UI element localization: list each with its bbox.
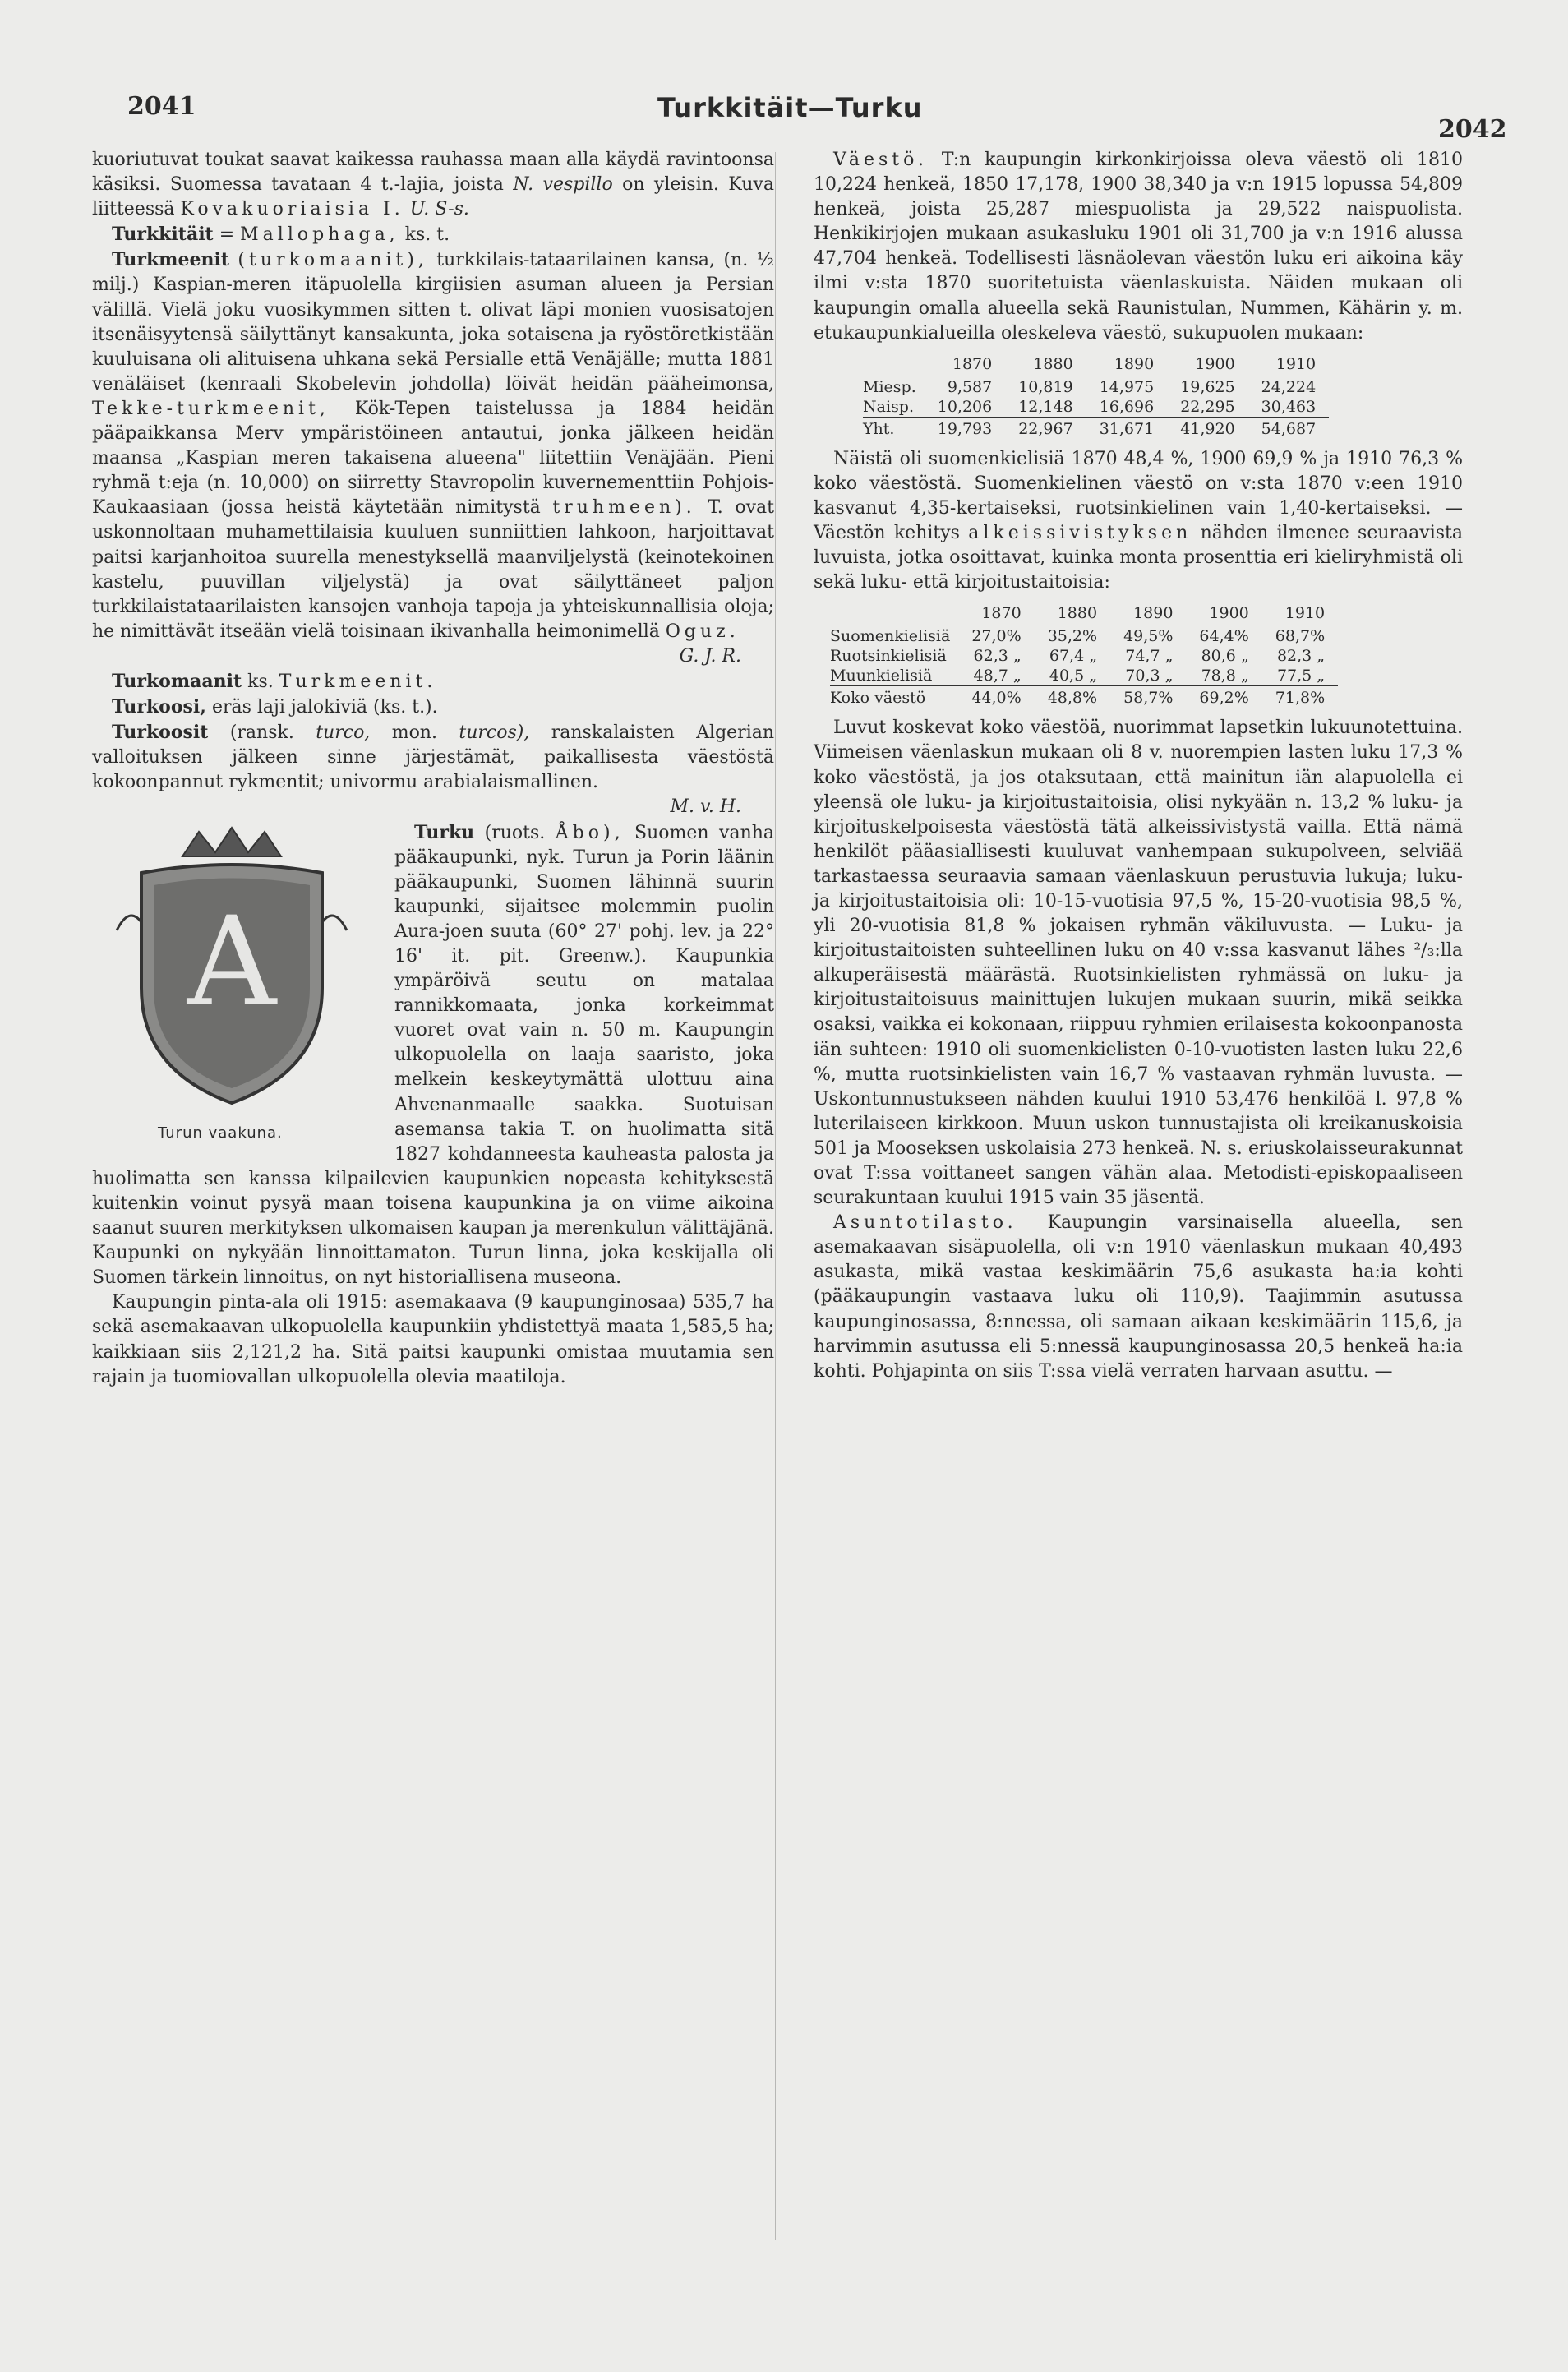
entry-headword: Turkkitäit <box>112 224 214 246</box>
entry-headword: Turkoosit <box>112 722 209 744</box>
language-paragraph: Näistä oli suomenkielisiä 1870 48,4 %, 1900 69,9 % ja 1910 76,3 % koko väestöstä. Suomenkielinen väestö on v:sta 1870 v:een 1910 kasvanut 4,35-kertaiseksi, ruotsinkielinen vain 1,40-kertaiseksi. — Väestön kehitys alkeissivistyksen nähden ilmenee seuraavista luvuista, jotka osoittavat, kuinka monta prosenttia eri kieliryhmistä oli sekä luku- että kirjoitustaitoisia: <box>814 448 1463 593</box>
table-row: Naisp. 10,206 12,148 16,696 22,295 30,463 <box>863 397 1317 416</box>
population-paragraph: Väestö. T:n kaupungin kirkonkirjoissa oleva väestö oli 1810 10,224 henkeä, 1850 17,178, 1900 38,340 ja v:n 1915 lopussa 54,809 henkeä, joista 25,287 miespuolista ja 29,522 naispuolista. Henkikirjojen mukaan asukasluku 1901 oli 31,700 ja v:n 1916 alussa 47,704 henkeä. Todellisesti läsnäolevan väestön luku eri aikoina käy ilmi v:sta 1870 suoritetuista väenlaskuista. Näiden mukaan oli kaupungin omalla alueella sekä Raunistulan, Nummen, Kähärin y. m. etukaupunkialueilla oleskeleva väestö, sukupuolen mukaan: <box>814 150 1463 344</box>
entry-turkkitait: Turkkitäit = Mallophaga, ks. t. <box>112 224 450 246</box>
entry-headword: Turkomaanit <box>112 670 242 692</box>
signature: M. v. H. <box>670 796 741 818</box>
running-title: Turkkitäit—Turku <box>657 92 923 123</box>
table-header: 1880 <box>1057 604 1098 623</box>
table-total-row: Yht. 19,793 22,967 31,671 41,920 54,687 <box>863 417 1329 439</box>
turku-coat-of-arms <box>92 824 380 1152</box>
turku-area-paragraph: Kaupungin pinta-ala oli 1915: asemakaava (9 kaupunginosaa) 535,7 ha sekä asemakaavan ulkopuolella kaupunkiin yhdistettyä maata 1,585,5 ha; kaikkiaan siis 2,121,2 ha. Sitä paitsi kaupunki omistaa muutamia sen rajain ja tuomiovallan ulkopuolella olevia maatiloja. <box>92 1292 774 1387</box>
table-row: Ruotsinkielisiä 62,3 „ 67,4 „ 74,7 „ 80,6 „ 82,3 „ <box>830 647 1326 666</box>
table-header: 1870 <box>952 354 993 373</box>
table-header: 1890 <box>1114 354 1155 373</box>
table-header: 1900 <box>1195 354 1235 373</box>
population-table <box>863 354 1329 439</box>
page-number-right: 2042 <box>1438 115 1507 144</box>
table-row: Suomenkielisiä 27,0% 35,2% 49,5% 64,4% 68,7% <box>830 627 1326 646</box>
table-total-row: Koko väestö 44,0% 48,8% 58,7% 69,2% 71,8% <box>830 686 1338 708</box>
entry-turkmeenit: Turkmeenit (turkomaanit), turkkilais-tataarilainen kansa, (n. ½ milj.) Kaspian-meren itäpuolella kirgiisien asuman alueen ja Persian välillä. Vielä joku vuosikymmen sitten t. olivat läpi monien vuosisatojen itsenäisyytensä säilyttänyt kansakunta, joka sotaisena ja ryöstöretkistään kuuluisana oli alituisena uhkana sekä Persialle että Venäjälle; mutta 1881 venäläiset (kenraali Skobelevin johdolla) löivät heidän pääheimonsa, Tekke-turkmeenit, Kök-Tepen taistelussa ja 1884 heidän pääpaikkansa Merv ympäristöineen antautui, jonka jälkeen heidän maansa „Kaspian meren takaisena alueena" liitettiin Venäjään. Pieni ryhmä t:eja (n. 10,000) on siirretty Stavropolin kuvernementtiin Pohjois-Kaukaasiaan (jossa heistä käytetään nimitystä truhmeen). T. ovat uskonnoltaan muhamettilaisia kuuluen sunniittien lahkoon, harjoittavat paitsi karjanhoitoa suurella menestyksellä maanviljelystä (keinotekoinen kastelu, puuvillan viljelystä) ja ovat säilyttäneet paljon turkkilaistataarilaisten kansojen vanhoja tapoja ja yhteiskunnallisia oloja; he nimittävät itseään vielä toisinaan ikivanhalla heimonimellä Oguz. <box>92 249 774 642</box>
table-header: 1890 <box>1133 604 1174 623</box>
literacy-table <box>830 603 1338 708</box>
coat-of-arms-icon <box>108 824 355 1111</box>
table-header: 1900 <box>1209 604 1249 623</box>
page-number-left: 2041 <box>127 92 196 121</box>
literacy-paragraph: Luvut koskevat koko väestöä, nuorimmat lapsetkin lukuunotettuina. Viimeisen väenlaskun mukaan oli 8 v. nuorempien lasten luku 17,3 % koko väestöstä, ja jos otaksutaan, että mainitun iän alapuolella ei yleensä ole luku- ja kirjoitustaitoisia, olisi nykyään n. 13,2 % luku- ja kirjoituskelpoisesta väestöstä tätä alkeissivistystä vailla. Että nämä henkilöt pääasiallisesti kuuluvat vanhempaan sukupolveen, selviää tarkastaessa seuraavia samaan väenlaskuun perustuvia lukuja; luku- ja kirjoitustaitoisia oli: 10-15-vuotisia 97,5 %, 15-20-vuotisia 98,5 %, yli 20-vuotisia 81,8 % jokaisen ryhmän väkiluvusta. — Luku- ja kirjoitustaitoisten suhteellinen luku on 40 v:ssa kasvanut lähes ²/₃:lla alkuperäisestä määrästä. Ruotsinkielisten ryhmässä on luku- ja kirjoitustaitoisuus mainittujen lukujen mukaan suurin, mikä seikka osaksi, vaikka ei kokonaan, riippuu ryhmien erilaisesta kokoonpanosta iän suhteen: 1910 oli suomenkielisten 0-10-vuotisten lasten luku 22,6 %, mutta ruotsinkielisten vain 16,7 % vastaavan ryhmän luvusta. — Uskontunnustukseen nähden kuului 1910 53,476 henkilöä l. 97,8 % luterilaiseen kirkkoon. Muun uskon tunnustajista oli kreikanuskoisia 501 ja Mooseksen uskolaisia 273 henkeä. N. s. eriuskolaisseurakunnat ovat T:ssa voittaneet sangen vähän alaa. Metodisti-episkopaaliseen seurakuntaan kuului 1915 vain 35 jäsentä. <box>814 718 1463 1209</box>
table-header: 1870 <box>981 604 1022 623</box>
svg-text:A: A <box>187 890 277 1034</box>
signature: G. J. R. <box>679 645 741 667</box>
left-column <box>92 148 774 1390</box>
entry-headword: Turkoosi, <box>112 696 206 718</box>
page-header <box>0 92 1568 144</box>
housing-paragraph: Asuntotilasto. Kaupungin varsinaisella alueella, sen asemakaavan sisäpuolella, oli v:n 1910 väenlaskun mukaan 40,493 asukasta, mikä vastaa keskimäärin 75,6 asukasta ha:ia kohti (pääkaupungin vastaava luku oli 110,9). Taajimmin asutussa kaupunginosassa, 8:nnessa, oli samaan aikaan keskimäärin 115,6, ja harvimmin asutussa eli 5:nnessä kaupunginosassa 20,5 henkeä ha:ia kohti. Pohjapinta on siis T:ssa vielä verraten harvaan asuttu. — <box>814 1212 1463 1382</box>
right-column <box>814 148 1463 1384</box>
entry-continuation: kuoriutuvat toukat saavat kaikessa rauhassa maan alla käydä ravintoonsa käsiksi. Suomessa tavataan 4 t.-lajia, joista N. vespillo on yleisin. Kuva liitteessä Kovakuoriaisia I. U. S-s. <box>92 150 774 220</box>
table-header: 1910 <box>1284 604 1326 623</box>
entry-turkoosi: Turkoosi, eräs laji jalokiviä (ks. t.). <box>112 696 438 718</box>
entry-turkoosit: Turkoosit (ransk. turco, mon. turcos), ranskalaisten Algerian valloituksen jälkeen sinne järjestämät, paikallisesta väestöstä kokoonpannut rykmentit; univormu arabialaismallinen. <box>92 722 775 793</box>
entry-turkomaanit: Turkomaanit ks. Turkmeenit. <box>112 670 437 692</box>
entry-headword: Turkmeenit <box>112 249 229 271</box>
entry-headword: Turku <box>414 821 475 843</box>
table-row: Muunkielisiä 48,7 „ 40,5 „ 70,3 „ 78,8 „ 77,5 „ <box>830 667 1326 685</box>
column-divider <box>775 152 776 2240</box>
table-header: 1880 <box>1033 354 1073 373</box>
entry-turku: Turku (ruots. Åbo), Suomen vanha pääkaupunki, nyk. Turun ja Porin läänin pääkaupunki, Suomen lähinnä suurin kaupunki, sijaitsee molemmin puolin Aura-joen suuta (60° 27' pohj. lev. ja 22° 16' it. pit. Greenw.). Kaupunkia ympäröivä seutu on matalaa rannikkomaata, jonka korkeimmat vuoret ovat vain n. 50 m. Kaupungin ulkopuolella on laaja saaristo, joka melkein keskeytymättä ulottuu aina Ahvenanmaalle saakka. Suotuisan asemansa takia T. on huolimatta sitä 1827 kohdanneesta kauheasta palosta ja huolimatta sen kanssa kilpailevien kaupunkien nopeasta kehityksestä kuitenkin voinut pysyä maan toisena kaupunkina ja on viime aikoina saanut suuren merkityksen ulkomaisen kaupan ja merenkulun välittäjänä. Kaupunki on nykyään linnoittamaton. Turun linna, joka keskijalla oli Suomen tärkein linnoitus, on nyt historiallisena museona. <box>92 821 775 1289</box>
table-row: Miesp. 9,587 10,819 14,975 19,625 24,224 <box>863 377 1317 396</box>
crest-caption: Turun vaakuna. <box>158 1124 283 1142</box>
table-header: 1910 <box>1275 354 1317 373</box>
